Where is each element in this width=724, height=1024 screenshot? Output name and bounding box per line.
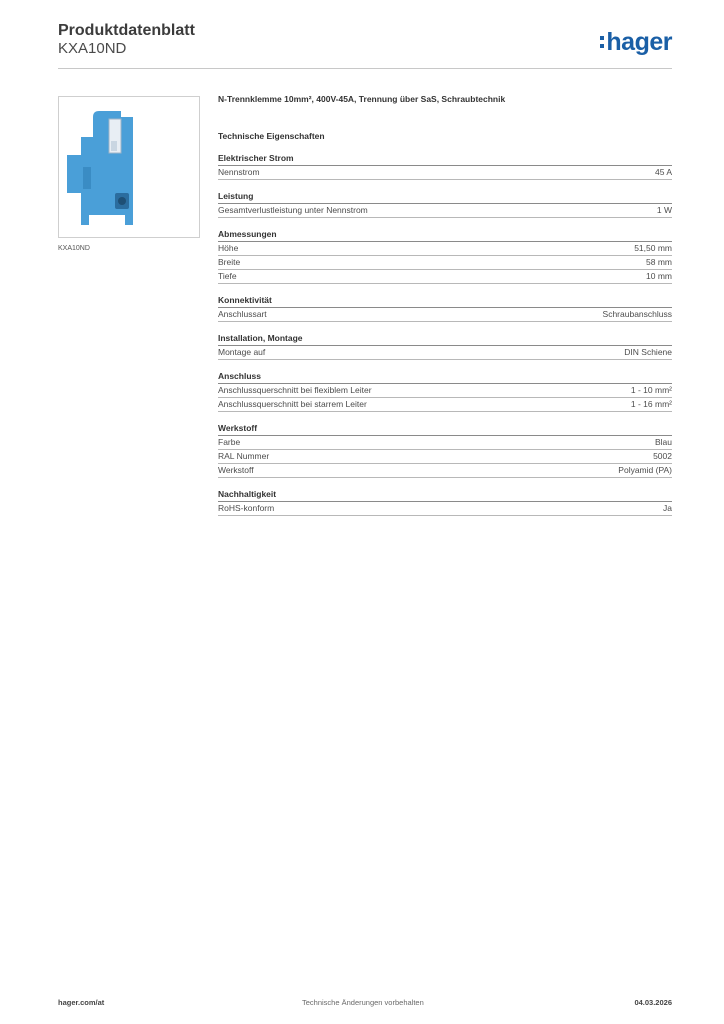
section-title: Werkstoff <box>218 422 672 436</box>
spec-section <box>218 228 672 284</box>
image-caption: KXA10ND <box>58 245 90 252</box>
spec-section <box>218 294 672 322</box>
spec-label: Werkstoff <box>218 465 254 475</box>
spec-section <box>218 422 672 478</box>
page-header <box>58 22 672 66</box>
spec-sections <box>218 152 672 516</box>
spec-label: Farbe <box>218 437 241 447</box>
spec-row <box>218 204 672 218</box>
footer-date: 04.03.2026 <box>634 998 672 1007</box>
spec-value: 5002 <box>653 451 672 461</box>
spec-label: Anschlussquerschnitt bei flexiblem Leiter <box>218 385 372 395</box>
spec-value: 51,50 mm <box>634 243 672 253</box>
din-clip-left <box>67 155 81 193</box>
spec-value: 1 W <box>656 205 672 215</box>
spec-row <box>218 436 672 450</box>
header-divider <box>58 68 672 69</box>
spec-row <box>218 384 672 398</box>
spec-value: 58 mm <box>646 257 672 267</box>
spec-row <box>218 464 672 478</box>
product-description: N-Trennklemme 10mm², 400V-45A, Trennung über SaS, Schraubtechnik <box>218 94 506 104</box>
section-title: Abmessungen <box>218 228 672 242</box>
spec-row <box>218 502 672 516</box>
spec-row <box>218 242 672 256</box>
spec-row <box>218 256 672 270</box>
side-rib <box>83 167 91 189</box>
spec-label: Breite <box>218 257 241 267</box>
spec-value: 1 - 10 mm² <box>630 385 672 395</box>
hager-logo <box>600 28 672 56</box>
spec-value: 1 - 16 mm² <box>630 399 672 409</box>
spec-row <box>218 346 672 360</box>
spec-label: Tiefe <box>218 271 237 281</box>
spec-label: Höhe <box>218 243 239 253</box>
properties-heading: Technische Eigenschaften <box>218 131 325 141</box>
spec-label: Montage auf <box>218 347 266 357</box>
disconnect-slider <box>111 141 117 151</box>
spec-label: Anschlussart <box>218 309 267 319</box>
spec-section <box>218 332 672 360</box>
spec-section <box>218 152 672 180</box>
housing-top-right <box>121 117 133 157</box>
spec-section <box>218 190 672 218</box>
spec-section <box>218 488 672 516</box>
spec-value: Polyamid (PA) <box>618 465 672 475</box>
spec-value: 45 A <box>654 167 672 177</box>
product-image <box>58 96 200 238</box>
section-title: Leistung <box>218 190 672 204</box>
spec-section <box>218 370 672 412</box>
section-title: Installation, Montage <box>218 332 672 346</box>
spec-row <box>218 308 672 322</box>
spec-row <box>218 450 672 464</box>
spec-label: RoHS-konform <box>218 503 275 513</box>
spec-label: RAL Nummer <box>218 451 270 461</box>
section-title: Nachhaltigkeit <box>218 488 672 502</box>
spec-value: Schraubanschluss <box>602 309 672 319</box>
spec-label: Anschlussquerschnitt bei starrem Leiter <box>218 399 367 409</box>
logo-text: hager <box>606 28 672 56</box>
footer-note: Technische Änderungen vorbehalten <box>302 998 424 1007</box>
spec-value: DIN Schiene <box>624 347 672 357</box>
spec-label: Gesamtverlustleistung unter Nennstrom <box>218 205 368 215</box>
spec-value: Ja <box>663 503 672 513</box>
spec-row <box>218 270 672 284</box>
document-title: Produktdatenblatt <box>58 22 195 39</box>
section-title: Konnektivität <box>218 294 672 308</box>
terminal-block-illustration <box>59 97 199 237</box>
product-code: KXA10ND <box>58 40 127 57</box>
spec-value: 10 mm <box>646 271 672 281</box>
section-title: Elektrischer Strom <box>218 152 672 166</box>
specification-content <box>218 92 672 526</box>
section-title: Anschluss <box>218 370 672 384</box>
spec-row <box>218 398 672 412</box>
spec-row <box>218 166 672 180</box>
footer-website: hager.com/at <box>58 998 105 1007</box>
logo-dots-icon <box>600 36 604 52</box>
spec-value: Blau <box>654 437 672 447</box>
screw-head <box>118 197 126 205</box>
spec-label: Nennstrom <box>218 167 260 177</box>
